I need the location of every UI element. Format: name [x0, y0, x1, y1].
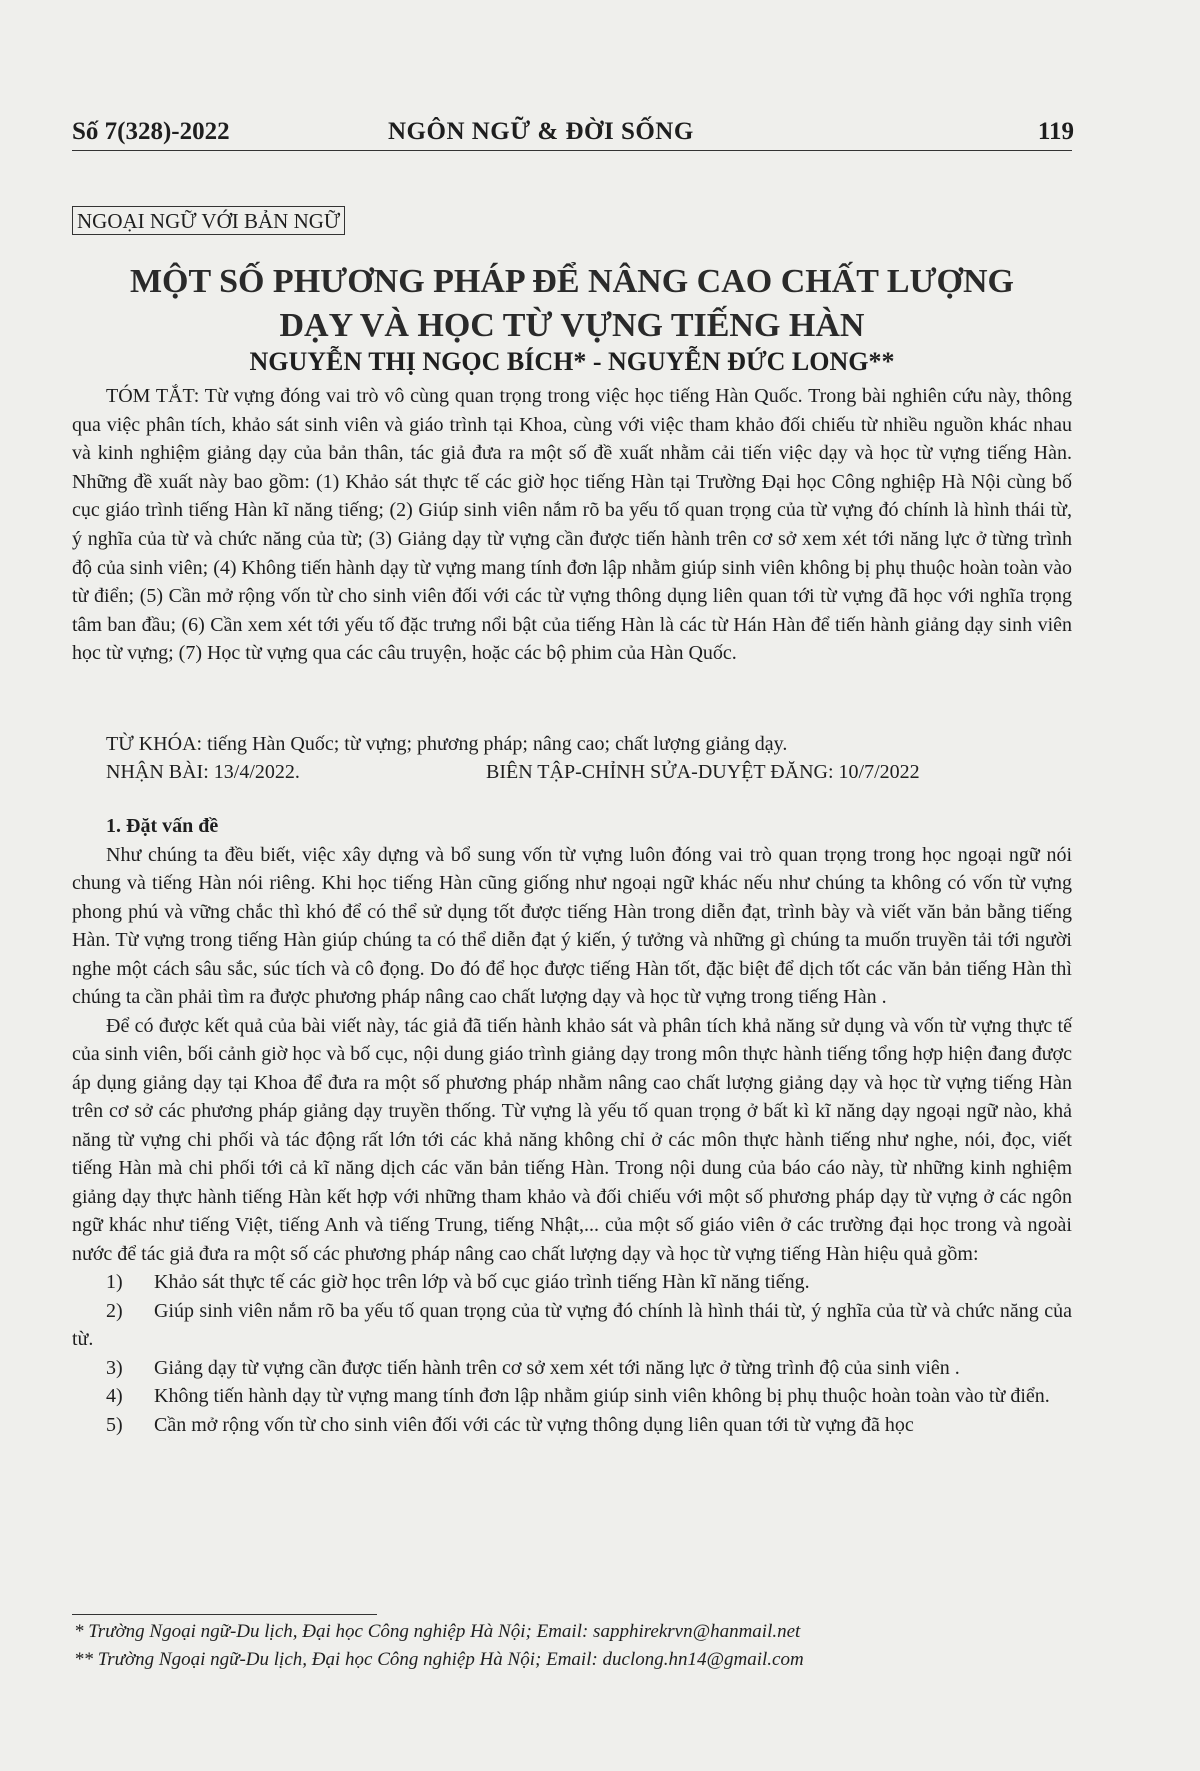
paragraph-1: Như chúng ta đều biết, việc xây dựng và bổ sung vốn từ vựng luôn đóng vai trò quan trọng trong học ngoại ngữ nói chung và tiếng Hàn nói riêng. Khi học tiếng Hàn cũng giống như ngoại ngữ khác nếu như chúng ta không có vốn từ vựng phong phú và vững chắc thì khó để có thể sử dụng tốt được tiếng Hàn trong diễn đạt, trình bày và viết văn bản bằng tiếng Hàn. Từ vựng trong tiếng Hàn giúp chúng ta có thể diễn đạt ý kiến, ý tưởng và những gì chúng ta muốn truyền tải tới người nghe một cách sâu sắc, súc tích và cô đọng. Do đó để học được tiếng Hàn tốt, đặc biệt để dịch tốt các văn bản tiếng Hàn thì chúng ta cần phải tìm ra được phương pháp nâng cao chất lượng dạy và học từ vựng trong tiếng Hàn . — [72, 843, 1072, 1008]
abstract-text: TÓM TẮT: Từ vựng đóng vai trò vô cùng quan trọng trong việc học tiếng Hàn Quốc. Trong bài nghiên cứu này, thông qua việc phân tích, khảo sát sinh viên và giáo trình tại Khoa, cùng với việc tham khảo đối chiếu từ nhiều nguồn khác nhau và kinh nghiệm giảng dạy của bản thân, tác giả đưa ra một số đề xuất nhằm cải tiến việc dạy và học từ vựng tiếng Hàn. Những đề xuất này bao gồm: (1) Khảo sát thực tế các giờ học tiếng Hàn tại Trường Đại học Công nghiệp Hà Nội cùng bố cục giáo trình tiếng Hàn kĩ năng tiếng; (2) Giúp sinh viên nắm rõ ba yếu tố quan trọng của từ vựng đó chính là hình thái từ, ý nghĩa của từ và chức năng của từ; (3) Giảng dạy từ vựng cần được tiến hành trên cơ sở xem xét tới năng lực ở từng trình độ của sinh viên; (4) Không tiến hành dạy từ vựng mang tính đơn lập nhằm giúp sinh viên không bị phụ thuộc hoàn toàn vào từ điển; (5) Cần mở rộng vốn từ cho sinh viên đối với các từ vựng thông dụng liên quan tới từ vựng đã học với nghĩa trọng tâm ban đầu; (6) Cần xem xét tới yếu tố đặc trưng nổi bật của tiếng Hàn là các từ Hán Hàn để tiến hành giảng dạy sinh viên học từ vựng; (7) Học từ vựng qua các câu truyện, hoặc các bộ phim của Hàn Quốc. — [72, 385, 1072, 665]
article-title — [72, 260, 1072, 348]
list-item — [72, 1411, 1072, 1440]
journal-name: NGÔN NGỮ & ĐỜI SỐNG — [388, 118, 694, 145]
list-number: 3) — [106, 1356, 123, 1379]
footnote-2: ** Trường Ngoại ngữ-Du lịch, Đại học Công nghiệp Hà Nội; Email: duclong.hn14@gmail.com — [74, 1649, 804, 1670]
list-text: Giảng dạy từ vựng cần được tiến hành trên cơ sở xem xét tới năng lực ở từng trình độ của sinh viên . — [154, 1356, 960, 1379]
list-item — [72, 1297, 1072, 1354]
edited-date: BIÊN TẬP-CHỈNH SỬA-DUYỆT ĐĂNG: 10/7/2022 — [486, 761, 920, 783]
header-rule — [72, 150, 1072, 151]
footnote-rule — [72, 1614, 377, 1615]
abstract — [72, 382, 1072, 668]
list-number: 5) — [106, 1413, 123, 1436]
list-text: Khảo sát thực tế các giờ học trên lớp và bố cục giáo trình tiếng Hàn kĩ năng tiếng. — [154, 1271, 810, 1293]
footnotes — [72, 1618, 1072, 1674]
footnote-1: * Trường Ngoại ngữ-Du lịch, Đại học Công nghiệp Hà Nội; Email: sapphirekrvn@hanmail.net — [74, 1621, 801, 1642]
authors: NGUYỄN THỊ NGỌC BÍCH* - NGUYỄN ĐỨC LONG** — [249, 347, 895, 376]
list-number: 4) — [106, 1385, 123, 1407]
paragraph-2: Để có được kết quả của bài viết này, tác giả đã tiến hành khảo sát và phân tích khả năng sử dụng và vốn từ vựng thực tế của sinh viên, bối cảnh giờ học và bố cục, nội dung giáo trình giảng dạy trong môn thực hành tiếng tổng hợp hiện đang được áp dụng giảng dạy tại Khoa để đưa ra một số phương pháp nhằm nâng cao chất lượng giảng dạy và học từ vựng tiếng Hàn trên cơ sở các phương pháp giảng dạy truyền thống. Từ vựng là yếu tố quan trọng ở bất kì kĩ năng dạy ngoại ngữ nào, khả năng từ vựng chi phối và tác động rất lớn tới các khả năng không chỉ ở các môn thực hành tiếng như nghe, nói, đọc, viết tiếng Hàn mà chi phối tới cả kĩ năng dịch các văn bản tiếng Hàn. Trong nội dung của báo cáo này, từ những kinh nghiệm giảng dạy thực hành tiếng Hàn kết hợp với những tham khảo và đối chiếu với một số phương pháp dạy từ vựng ở các ngôn ngữ khác như tiếng Việt, tiếng Anh và tiếng Trung, tiếng Nhật,... của một số giáo viên ở các trường đại học trong và ngoài nước để tác giả đưa ra một số các phương pháp nâng cao chất lượng dạy và học từ vựng tiếng Hàn hiệu quả gồm: — [72, 1014, 1072, 1265]
list-number: 1) — [106, 1271, 123, 1293]
keywords: TỪ KHÓA: tiếng Hàn Quốc; từ vựng; phương pháp; nâng cao; chất lượng giảng dạy. — [106, 733, 788, 755]
list-item — [72, 1354, 1072, 1383]
page-number: 119 — [1037, 118, 1074, 145]
list-text: Không tiến hành dạy từ vựng mang tính đơn lập nhằm giúp sinh viên không bị phụ thuộc hoàn toàn vào từ điển. — [154, 1385, 1050, 1407]
journal-page — [72, 0, 1072, 1771]
section-heading: 1. Đặt vấn đề — [106, 815, 219, 837]
running-header — [72, 118, 1072, 152]
body-text — [72, 812, 1072, 1439]
list-item — [72, 1382, 1072, 1411]
received-date: NHẬN BÀI: 13/4/2022. — [106, 761, 300, 783]
section-label: NGOẠI NGỮ VỚI BẢN NGỮ — [72, 206, 345, 235]
list-text: Cần mở rộng vốn từ cho sinh viên đối với các từ vựng thông dụng liên quan tới từ vựng đã học — [154, 1413, 914, 1436]
proposal-list — [72, 1268, 1072, 1439]
title-line-2: DẠY VÀ HỌC TỪ VỰNG TIẾNG HÀN — [279, 307, 865, 344]
title-line-1: MỘT SỐ PHƯƠNG PHÁP ĐỂ NÂNG CAO CHẤT LƯỢNG — [129, 263, 1015, 300]
issue-number: Số 7(328)-2022 — [72, 118, 230, 145]
list-number: 2) — [106, 1299, 123, 1322]
list-item — [72, 1268, 1072, 1297]
list-text: Giúp sinh viên nắm rõ ba yếu tố quan trọng của từ vựng đó chính là hình thái từ, ý nghĩa của từ và chức năng của từ. — [72, 1299, 1072, 1350]
